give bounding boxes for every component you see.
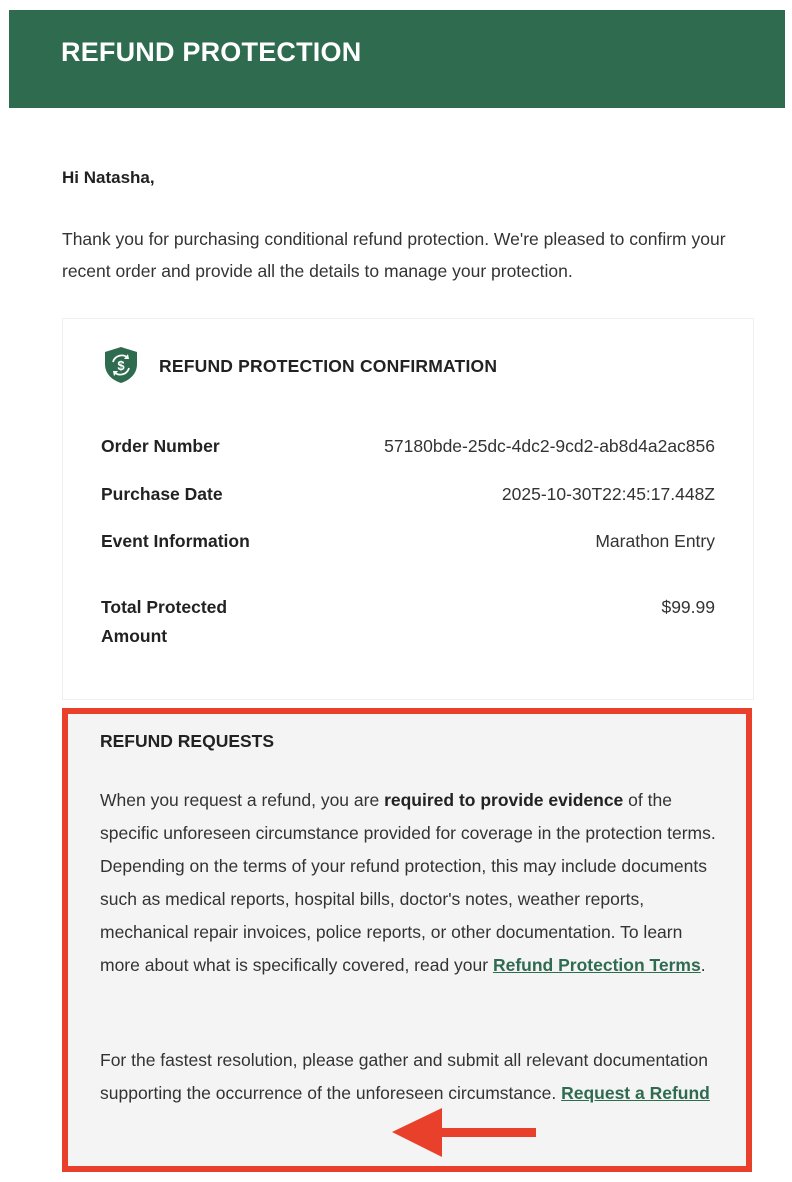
event-info-value: Marathon Entry xyxy=(595,531,715,551)
row-label: Total Protected Amount xyxy=(101,597,228,646)
bold-text: required to provide evidence xyxy=(384,790,624,810)
arrow-left-icon xyxy=(392,1107,538,1159)
purchase-date-value: 2025-10-30T22:45:17.448Z xyxy=(501,484,715,504)
header-title: REFUND PROTECTION xyxy=(61,37,362,67)
row-label: Event Information xyxy=(101,531,250,551)
paragraph-text: When you request a refund, you are xyxy=(100,790,385,810)
refund-requests-title: REFUND REQUESTS xyxy=(100,731,275,751)
confirmation-title: REFUND PROTECTION CONFIRMATION xyxy=(159,356,498,376)
confirmation-card xyxy=(62,318,754,700)
shield-dollar-icon xyxy=(103,346,139,384)
row-label: Order Number xyxy=(101,436,220,456)
row-label: Purchase Date xyxy=(101,484,223,504)
total-amount-value: $99.99 xyxy=(661,597,715,617)
evidence-paragraph xyxy=(100,784,720,982)
intro-paragraph: Thank you for purchasing conditional refund protection. We're pleased to confirm your recent order and provide all the details to manage your protection. xyxy=(62,229,726,281)
svg-text:$: $ xyxy=(117,358,125,373)
paragraph-text: For the fastest resolution, please gather and submit all relevant documentation supporting the occurrence of the unforeseen circumstance. xyxy=(100,1050,708,1103)
order-number-value: 57180bde-25dc-4dc2-9cd2-ab8d4a2ac856 xyxy=(384,436,715,456)
refund-terms-link[interactable]: Refund Protection Terms xyxy=(492,955,701,975)
greeting: Hi Natasha, xyxy=(62,168,155,187)
email-header xyxy=(9,10,785,108)
paragraph-text: of the specific unforeseen circumstance provided for coverage in the protection terms. Depending on the terms of your refund protection, this may include documents such as medical reports, hospital bills, doctor's notes, weather reports, mechanical repair invoices, police reports, or other documentation. To learn more about what is specifically covered, read your xyxy=(100,790,716,975)
request-refund-link[interactable]: Request a Refund xyxy=(561,1083,710,1103)
resolution-paragraph xyxy=(100,1044,720,1110)
paragraph-text: . xyxy=(700,955,706,975)
